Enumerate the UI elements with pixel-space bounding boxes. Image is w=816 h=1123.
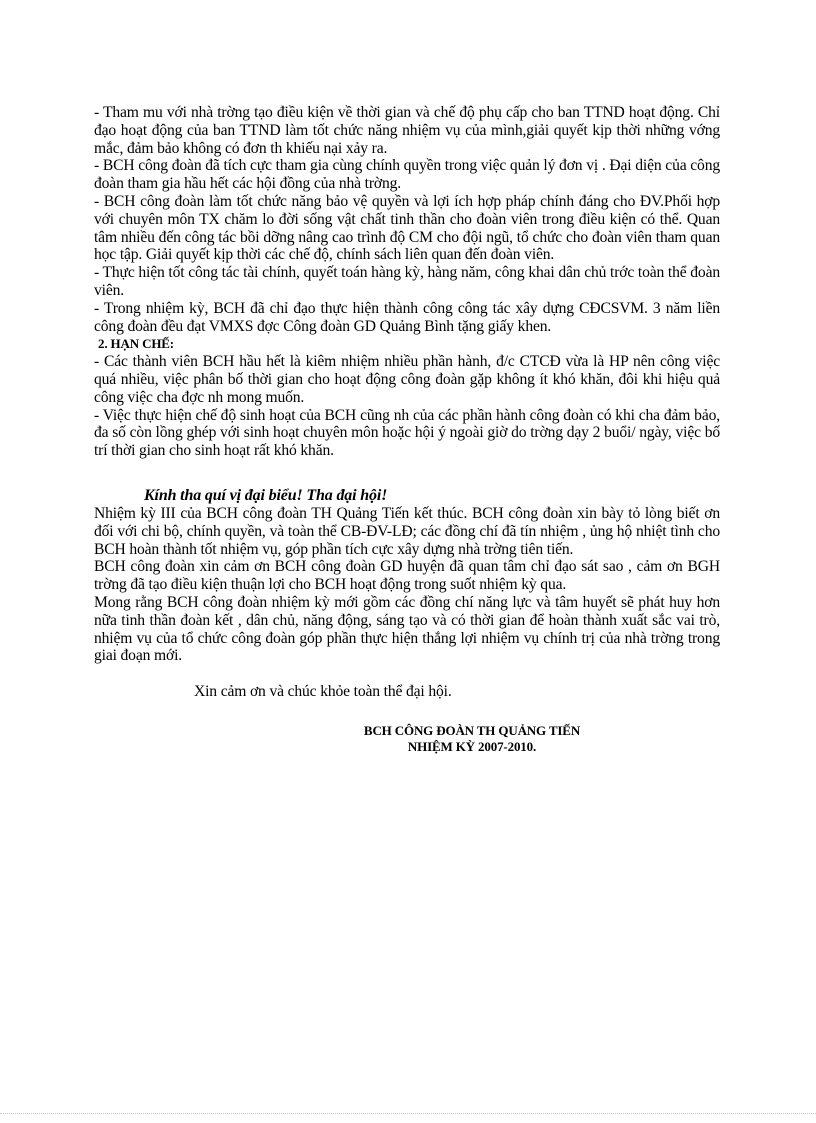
spacer	[94, 460, 720, 486]
document-page	[94, 104, 720, 755]
greeting-line: Kính tha quí vị đại biểu! Tha đại hội!	[144, 486, 388, 504]
paragraph-closing-1: Nhiệm kỳ III của BCH công đoàn TH Quảng Tiến kết thúc. BCH công đoàn xin bày tỏ lòng biết ơn đối với chi bộ, chính quyền, và toàn thể CB-ĐV-LĐ; các đồng chí đã tín nhiệm , ủng hộ nhiệt tình cho BCH hoàn thành tốt nhiệm vụ, góp phần tích cực xây dựng nhà trờng tiên tiến.	[94, 504, 720, 558]
section-heading-limitations: 2. HẠN CHẾ:	[98, 336, 174, 352]
paragraph-ttnd: - Tham mu với nhà trờng tạo điều kiện về thời gian và chế độ phụ cấp cho ban TTND hoạt động. Chỉ đạo hoạt động của ban TTND làm tốt chức năng nhiệm vụ của mình,giải quyết kịp thời những vớng mắc, đảm bảo không có đơn th khiếu nại xảy ra.	[94, 104, 720, 157]
thanks-line: Xin cảm ơn và chúc khỏe toàn thể đại hội.	[194, 683, 452, 701]
signature-block	[94, 723, 720, 755]
page-bottom-border	[0, 1113, 816, 1114]
paragraph-limitation-1: - Các thành viên BCH hầu hết là kiêm nhiệm nhiều phần hành, đ/c CTCĐ vừa là HP nên công việc quá nhiều, việc phân bố thời gian cho hoạt động công đoàn gặp không ít khó khăn, đôi khi hiệu quả công việc cha đợc nh mong muốn.	[94, 353, 720, 406]
paragraph-closing-2: BCH công đoàn xin cảm ơn BCH công đoàn GD huyện đã quan tâm chỉ đạo sát sao , cảm ơn BGH trờng đã tạo điều kiện thuận lợi cho BCH hoạt động trong suốt nhiệm kỳ qua.	[94, 558, 720, 594]
paragraph-achievement: - Trong nhiệm kỳ, BCH đã chỉ đạo thực hiện thành công công tác xây dựng CĐCSVM. 3 năm liền công đoàn đều đạt VMXS đợc Công đoàn GD Quảng Bình tặng giấy khen.	[94, 299, 720, 335]
paragraph-finance: - Thực hiện tốt công tác tài chính, quyết toán hàng kỳ, hàng năm, công khai dân chủ trớc toàn thể đoàn viên.	[94, 264, 720, 299]
paragraph-management: - BCH công đoàn đã tích cực tham gia cùng chính quyền trong việc quản lý đơn vị . Đại diện của công đoàn tham gia hầu hết các hội đồng của nhà trờng.	[94, 157, 720, 193]
paragraph-limitation-2: - Việc thực hiện chế độ sinh hoạt của BCH cũng nh của các phần hành công đoàn có khi cha đảm bảo, đa số còn lồng ghép với sinh hoạt chuyên môn hoặc hội ý ngoài giờ do trờng dạy 2 buổi/ ngày, việc bố trí thời gian cho sinh hoạt rất khó khăn.	[94, 406, 720, 460]
signature-term: NHIỆM KỲ 2007-2010.	[407, 738, 537, 754]
signature-organization: BCH CÔNG ĐOÀN TH QUẢNG TIẾN	[363, 722, 581, 738]
paragraph-closing-3: Mong rằng BCH công đoàn nhiệm kỳ mới gồm các đồng chí năng lực và tâm huyết sẽ phát huy hơn nữa tinh thần đoàn kết , dân chủ, năng động, sáng tạo và có thời gian để hoàn thành xuất sắc vai trò, nhiệm vụ của tổ chức công đoàn góp phần thực hiện thắng lợi nhiệm vụ chính trị của nhà trờng trong giai đoạn mới.	[94, 593, 720, 665]
paragraph-rights: - BCH công đoàn làm tốt chức năng bảo vệ quyền và lợi ích hợp pháp chính đáng cho ĐV.Phối hợp với chuyên môn TX chăm lo đời sống vật chất tinh thần cho đoàn viên trong điều kiện có thể. Quan tâm nhiều đến công tác bồi dỡng nâng cao trình độ CM cho đội ngũ, tổ chức cho đoàn viên tham quan học tập. Giải quyết kịp thời các chế độ, chính sách liên quan đến đoàn viên.	[94, 192, 720, 264]
